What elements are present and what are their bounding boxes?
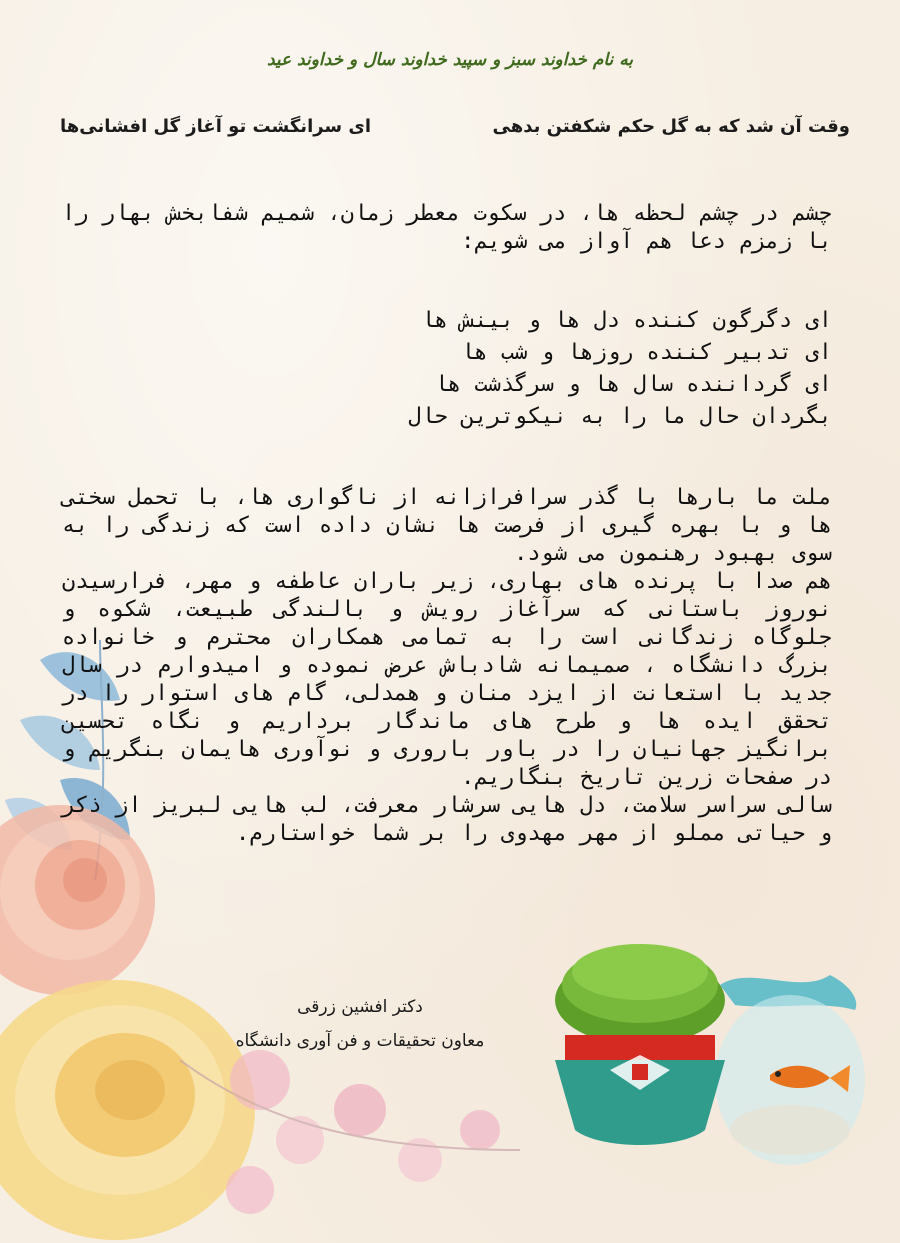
body-paragraph: هم صدا با پرنده های بهاری، زیر باران عاطفه و مهر، فرارسیدن نوروز باستانی که سرآغاز رویش و بالندگی طبیعت، شکوه و جلوگاه زندگانی است را به تمامی همکاران محترم و خانواده بزرگ دانشگاه ، صمیمانه شادباش عرض نموده و امیدوارم در سال جدید با استعانت از ایزد منان و همدلی، گام های استوار را در تحقق ایده ها و طرح های ماندگار برداریم و نگاه تحسین برانگیز جهانیان را در باور باروری و نوآوری هایمان بنگریم و در صفحات زرین تاریخ بنگاریم. xyxy=(62,569,832,790)
body-paragraph: سالی سراسر سلامت، دل هایی سرشار معرفت، لب هایی لبریز از ذکر و حیاتی مملو از مهر مهدوی را بر شما خواستارم. xyxy=(62,793,832,846)
sabzeh-illustration xyxy=(555,944,725,1145)
prayer-line: بگردان حال ما را به نیکوترین حال xyxy=(408,404,832,429)
signature-title: معاون تحقیقات و فن آوری دانشگاه xyxy=(235,1031,485,1051)
verse-hemistich-left: ای سرانگشت تو آغاز گل افشانی‌ها xyxy=(60,116,372,137)
body-paragraph: ملت ما بارها با گذر سرافرازانه از ناگواری ها، با تحمل سختی ها و با بهره گیری از فرصت ها نشان داده است که زندگی را به سوی بهبود رهنمون می شود. xyxy=(62,485,832,566)
prayer-line: ای دگرگون کننده دل ها و بینش ها xyxy=(421,308,832,333)
signature-block xyxy=(170,990,550,1058)
intro-paragraph: چشم در چشم لحظه ها، در سکوت معطر زمان، شمیم شفابخش بهار را با زمزم دعا هم آواز می شویم: xyxy=(62,201,832,254)
goldfish-bowl-illustration xyxy=(715,975,865,1165)
poem-verse xyxy=(60,116,850,137)
verse-hemistich-right: وقت آن شد که به گل حکم شکفتن بدهی xyxy=(492,116,850,137)
prayer-lines xyxy=(62,305,832,433)
signature-name: دکتر افشین زرقی xyxy=(297,997,423,1017)
dedication-header: به نام خداوند سبز و سپید خداوند سال و خداوند عید xyxy=(266,50,634,70)
message-body xyxy=(62,484,832,848)
prayer-line: ای گرداننده سال ها و سرگذشت ها xyxy=(434,372,832,397)
prayer-line: ای تدبیر کننده روزها و شب ها xyxy=(461,340,832,365)
